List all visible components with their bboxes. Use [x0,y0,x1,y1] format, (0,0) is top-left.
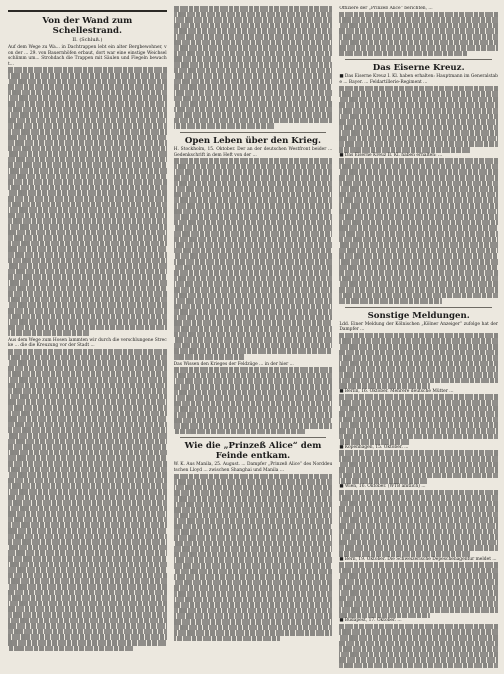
section-divider [180,437,327,438]
text-body [339,562,498,618]
section-divider [345,307,492,308]
column-left [8,6,167,668]
text-body [8,349,167,651]
text-body [339,86,498,153]
text-line [174,429,306,435]
article-headline: Open Leben über den Krieg. [184,136,322,147]
section-divider [180,132,327,133]
text-body [174,474,333,642]
article-paragraph: ■ Das Eiserne Kreuz I. Kl. haben erhalten: Hauptmann im Generalstabe ... Bayer. ... Feldartillerie-Regiment ... [339,74,498,85]
article-paragraph: Ldd. Einer Meldung der Kölnischen „Kölner Anzeiger“ zufolge hat der Dampfer ... [339,321,498,333]
column-right [339,6,498,668]
article-subheadline: II. (Schluß.) [72,37,103,43]
text-body [339,333,498,389]
text-line [339,439,409,445]
article-wand-schellestrand [8,16,167,651]
text-body [174,158,333,359]
text-body [339,490,498,557]
article-paragraph: ■ Budapest, 17. Oktober. ... [339,618,402,624]
column-middle [174,6,333,668]
article-paragraph: Aus dem Wege zum Hosen lammten wir durch die verschlungene Strecke ... die die Kreuzung vor der Stadt ... [8,337,167,349]
top-rule [8,10,167,12]
article-paragraph: ■ Das Eiserne Kreuz II. Kl. haben erhalten: ... [339,152,443,158]
text-line [8,646,133,652]
article-eisernes-kreuz [339,63,498,303]
text-line [339,383,429,389]
article-leben-krieg [174,136,333,434]
text-line [339,613,429,619]
article-headline: Das Eiserne Kreuz. [372,63,465,74]
article-paragraph: ■ Bern, 19. Oktober. Die Schweizerische Depeschenagentur meldet ... [339,556,497,562]
article-prinzess-alice-continued [339,6,498,56]
section-divider [345,59,492,60]
text-line [174,354,245,360]
article-prinzess-alice [174,441,333,641]
text-line [339,147,471,153]
text-body [339,450,498,484]
article-headline: Sonstige Meldungen. [367,310,470,321]
text-body [339,394,498,444]
text-line [339,478,426,484]
text-line [174,123,274,129]
article-sonstige-meldungen [339,311,498,668]
article-paragraph: Auf dem Wege zu Wa... in Dachtrappen lebt ein alter Bergbewohner, von der ... 29. von Bauernhöfen erbaut, dort war eine einstige Weichsel schlimm um... Strohdach die Trappen mit Säulen und Flegeln bewacht... [8,45,167,67]
text-line [174,636,280,642]
text-line [339,551,471,557]
article-paragraph: Das Wissen den Krieges der Feldzüge ... in der hier ... [173,361,294,367]
text-body [339,12,498,57]
text-body [8,67,167,336]
text-line [339,663,498,668]
column-container [8,6,498,668]
article-paragraph: ■ Wien, 16. Oktober. (WTB amtlich) ... [339,483,426,489]
article-paragraph: W. K. Aus Manila, 25. August. ... Dampfer „Prinzeß Alice“ des Norddeutschen Lloyd ... zwischen Shanghai und Manila ... [173,462,333,473]
text-body [339,624,498,668]
text-body [174,6,333,129]
text-line [339,51,468,57]
article-paragraph: Offiziere der „Prinzeß Alice“ berichten, ... [339,6,433,11]
article-paragraph: H. Stockholm, 15. Oktober. Der an der deutschen Westfront beider ... Gedenkschrift in dem Heft von der ... [173,147,333,158]
article-headline: Wie die „Prinzeß Alice“ dem Feinde entkam. [184,441,322,462]
text-body [174,367,333,434]
article-paragraph: ■ Berlin, 16. Oktober. Mehrere deutsche Mütter ... [339,388,454,394]
text-line [339,298,442,304]
text-body [339,158,498,303]
article-headline: Von der Wand zum Schellestrand. [42,16,133,36]
article-paragraph: ■ Kopenhagen, 15. Oktober. ... [339,444,409,450]
text-line [8,330,89,336]
